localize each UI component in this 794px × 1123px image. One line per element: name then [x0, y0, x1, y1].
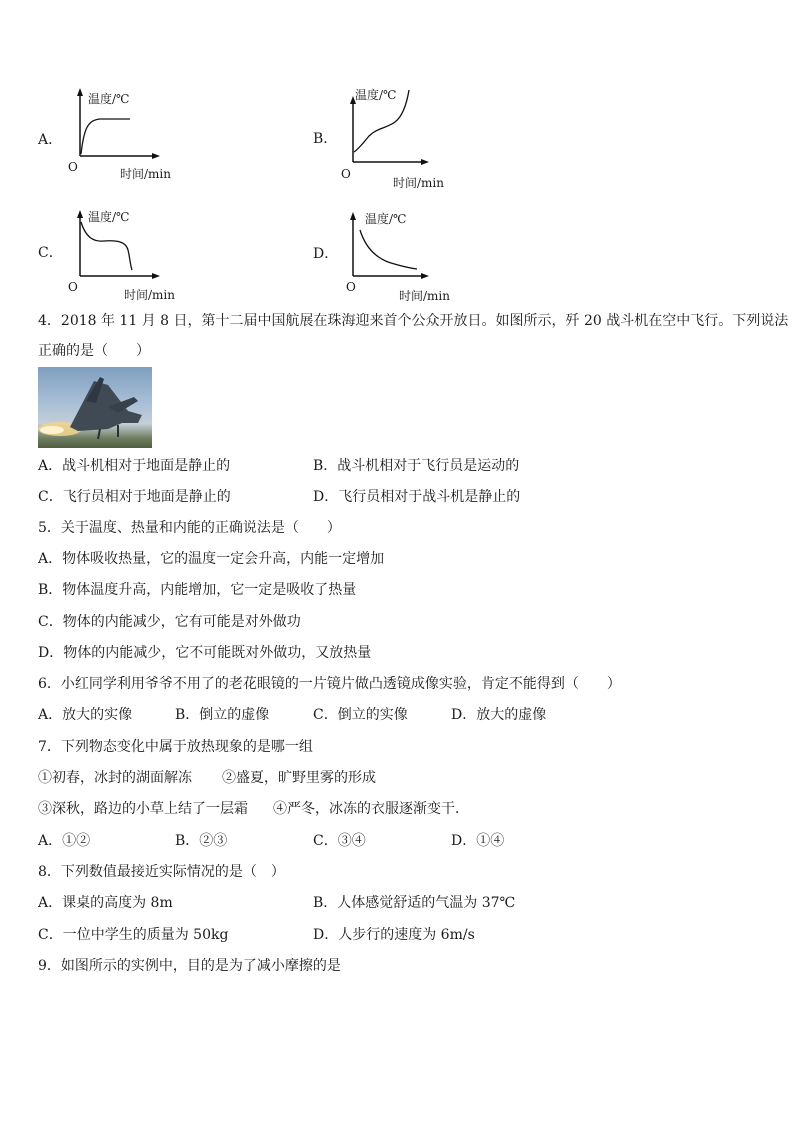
- x-axis-label: 时间/min: [399, 289, 450, 303]
- origin-label: O: [346, 280, 356, 294]
- graph-option-b[interactable]: [313, 86, 463, 191]
- y-axis-label: 温度/℃: [88, 92, 130, 106]
- x-axis-arrow: [152, 273, 160, 279]
- q4-option-d[interactable]: D．飞行员相对于战斗机是静止的: [313, 489, 521, 505]
- q6-stem: 6．小红同学利用爷爷不用了的老花眼镜的一片镜片做凸透镜成像实验，肯定不能得到（ ）: [38, 676, 621, 692]
- q5-stem: 5．关于温度、热量和内能的正确说法是（ ）: [38, 520, 341, 536]
- q4-stem-line1: 4．2018 年 11 月 8 日，第十二届中国航展在珠海迎来首个公众开放日。如图所示，歼 20 战斗机在空中飞行。下列说法: [38, 313, 789, 329]
- q8-option-c[interactable]: C．一位中学生的质量为 50kg: [38, 927, 229, 943]
- q7-item-4: ④严冬，冰冻的衣服逐渐变干．: [273, 801, 469, 817]
- q7-item-2: ②盛夏，旷野里雾的形成: [222, 770, 376, 786]
- fighter-jet-photo-icon: [38, 367, 152, 448]
- q4-stem-line2: 正确的是（ ）: [38, 343, 150, 359]
- temperature-curve: [81, 119, 130, 154]
- q6-option-d[interactable]: D．放大的虚像: [451, 707, 547, 723]
- temperature-curve: [360, 230, 417, 269]
- q8-stem: 8．下列数值最接近实际情况的是（ ）: [38, 864, 285, 880]
- q4-option-c[interactable]: C．飞行员相对于地面是静止的: [38, 489, 231, 505]
- q7-option-b[interactable]: B．②③: [175, 833, 228, 849]
- q6-option-b[interactable]: B．倒立的虚像: [175, 707, 270, 723]
- y-axis-label: 温度/℃: [88, 210, 130, 224]
- option-letter: C．: [38, 245, 63, 261]
- option-letter: B．: [313, 131, 338, 147]
- q5-option-d[interactable]: D．物体的内能减少，它不可能既对外做功，又放热量: [38, 645, 372, 661]
- q7-item-3: ③深秋，路边的小草上结了一层霜: [38, 801, 248, 817]
- q7-option-c[interactable]: C．③④: [313, 833, 366, 849]
- graph-option-d[interactable]: [313, 208, 463, 303]
- temperature-curve: [81, 222, 132, 270]
- x-axis-arrow: [152, 153, 160, 159]
- y-axis-label: 温度/℃: [365, 212, 407, 226]
- x-axis-label: 时间/min: [120, 167, 171, 181]
- origin-label: O: [341, 167, 351, 181]
- option-letter: D．: [313, 246, 339, 262]
- q4-option-b[interactable]: B．战斗机相对于飞行员是运动的: [313, 458, 520, 474]
- q7-option-d[interactable]: D．①④: [451, 833, 505, 849]
- q8-option-d[interactable]: D．人步行的速度为 6m/s: [313, 927, 475, 943]
- x-axis-label: 时间/min: [124, 288, 175, 302]
- y-axis-arrow: [77, 88, 83, 96]
- option-letter: A．: [38, 132, 63, 148]
- y-axis-arrow: [77, 210, 83, 218]
- q4-option-a[interactable]: A．战斗机相对于地面是静止的: [38, 458, 231, 474]
- q5-option-c[interactable]: C．物体的内能减少，它有可能是对外做功: [38, 614, 301, 630]
- x-axis-label: 时间/min: [393, 176, 444, 190]
- q5-option-a[interactable]: A．物体吸收热量，它的温度一定会升高，内能一定增加: [38, 551, 385, 567]
- q7-stem: 7．下列物态变化中属于放热现象的是哪一组: [38, 739, 313, 755]
- q6-option-c[interactable]: C．倒立的实像: [313, 707, 408, 723]
- q6-option-a[interactable]: A．放大的实像: [38, 707, 133, 723]
- x-axis-arrow: [421, 159, 429, 165]
- x-axis-arrow: [421, 273, 429, 279]
- q7-option-a[interactable]: A．①②: [38, 833, 91, 849]
- origin-label: O: [68, 280, 78, 294]
- graph-option-a[interactable]: [38, 88, 178, 183]
- q9-stem: 9．如图所示的实例中，目的是为了减小摩擦的是: [38, 958, 341, 974]
- y-axis-arrow: [350, 212, 356, 220]
- q5-option-b[interactable]: B．物体温度升高，内能增加，它一定是吸收了热量: [38, 582, 357, 598]
- q8-option-a[interactable]: A．课桌的高度为 8m: [38, 895, 173, 911]
- y-axis-label: 温度/℃: [355, 88, 397, 102]
- origin-label: O: [68, 160, 78, 174]
- graph-option-c[interactable]: [38, 208, 188, 303]
- q8-option-b[interactable]: B．人体感觉舒适的气温为 37℃: [313, 895, 516, 911]
- q7-item-1: ①初春，冰封的湖面解冻: [38, 770, 192, 786]
